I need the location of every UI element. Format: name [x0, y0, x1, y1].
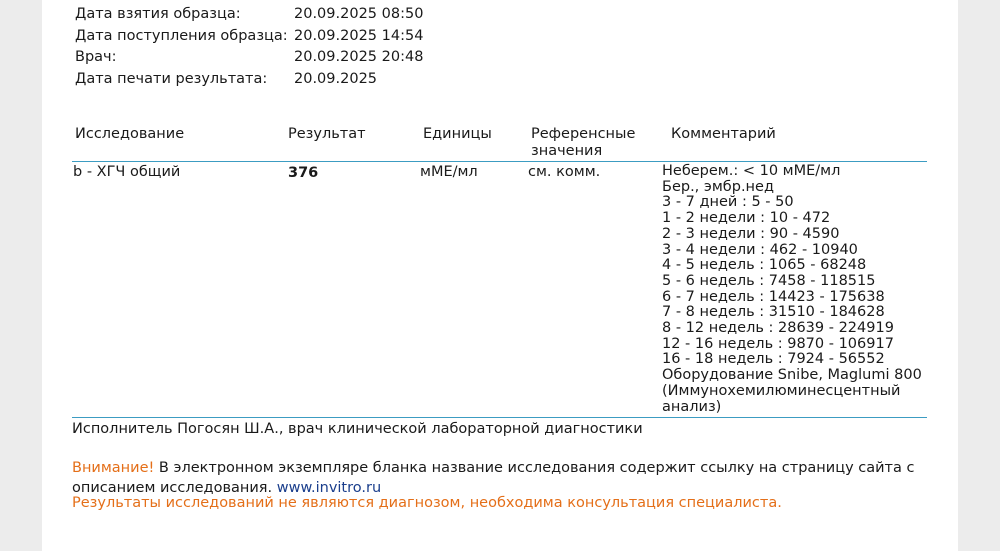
meta-label: Врач:: [75, 49, 117, 66]
comment-line: анализ): [662, 398, 722, 415]
comment-line: 12 - 16 недель : 9870 - 106917: [662, 335, 894, 352]
comment-line: Неберем.: < 10 мМЕ/мл: [662, 163, 841, 179]
header-reference-line2: значения: [531, 143, 603, 159]
cell-result: 376: [288, 165, 319, 181]
comment-line: 16 - 18 недель : 7924 - 56552: [662, 351, 885, 368]
disclaimer: Результаты исследований не являются диагнозом, необходима консультация специалиста.: [72, 495, 782, 511]
meta-label: Дата печати результата:: [75, 70, 268, 87]
header-comment: Комментарий: [671, 126, 776, 142]
comment-line: 2 - 3 недели : 90 - 4590: [662, 225, 840, 242]
meta-value: 20.09.2025 08:50: [294, 6, 424, 22]
header-test: Исследование: [75, 126, 185, 142]
cell-reference: см. комм.: [528, 164, 601, 180]
meta-value: 20.09.2025: [294, 70, 378, 87]
header-result: Результат: [288, 126, 366, 142]
performer-line: Исполнитель Погосян Ш.А., врач клинической лабораторной диагностики: [72, 421, 643, 437]
notice: [72, 459, 932, 498]
comment-line: 1 - 2 недели : 10 - 472: [662, 210, 831, 227]
cell-comment: [662, 164, 922, 415]
comment-line: Бер., эмбр.нед: [662, 178, 774, 195]
comment-line: 5 - 6 недель : 7458 - 118515: [662, 272, 876, 289]
comment-line: 3 - 7 дней : 5 - 50: [662, 194, 794, 211]
notice-text: В электронном экземпляре бланка название исследования содержит ссылку на страницу сайта с описанием исследования.: [72, 460, 915, 496]
comment-line: (Иммунохемилюминесцентный: [662, 382, 901, 399]
comment-line: Оборудование Snibe, Maglumi 800: [662, 367, 922, 384]
comment-line: 4 - 5 недель : 1065 - 68248: [662, 257, 867, 274]
comment-line: 8 - 12 недель : 28639 - 224919: [662, 320, 894, 337]
cell-units: мМЕ/мл: [420, 164, 478, 180]
notice-warning: Внимание!: [72, 460, 155, 476]
meta-label: Дата поступления образца:: [75, 27, 288, 44]
header-units: Единицы: [423, 126, 492, 142]
cell-test-name[interactable]: b - ХГЧ общий: [73, 164, 181, 180]
comment-line: 3 - 4 недели : 462 - 10940: [662, 241, 858, 258]
meta-label: Дата взятия образца:: [75, 6, 241, 22]
meta-value: 20.09.2025 20:48: [294, 49, 424, 66]
comment-line: 6 - 7 недель : 14423 - 175638: [662, 288, 885, 305]
comment-line: 7 - 8 недель : 31510 - 184628: [662, 304, 885, 321]
header-divider: [72, 161, 927, 162]
header-reference-line1: Референсные: [531, 126, 636, 142]
invitro-link[interactable]: www.invitro.ru: [276, 479, 382, 496]
meta-value: 20.09.2025 14:54: [294, 27, 424, 44]
row-divider: [72, 417, 927, 418]
